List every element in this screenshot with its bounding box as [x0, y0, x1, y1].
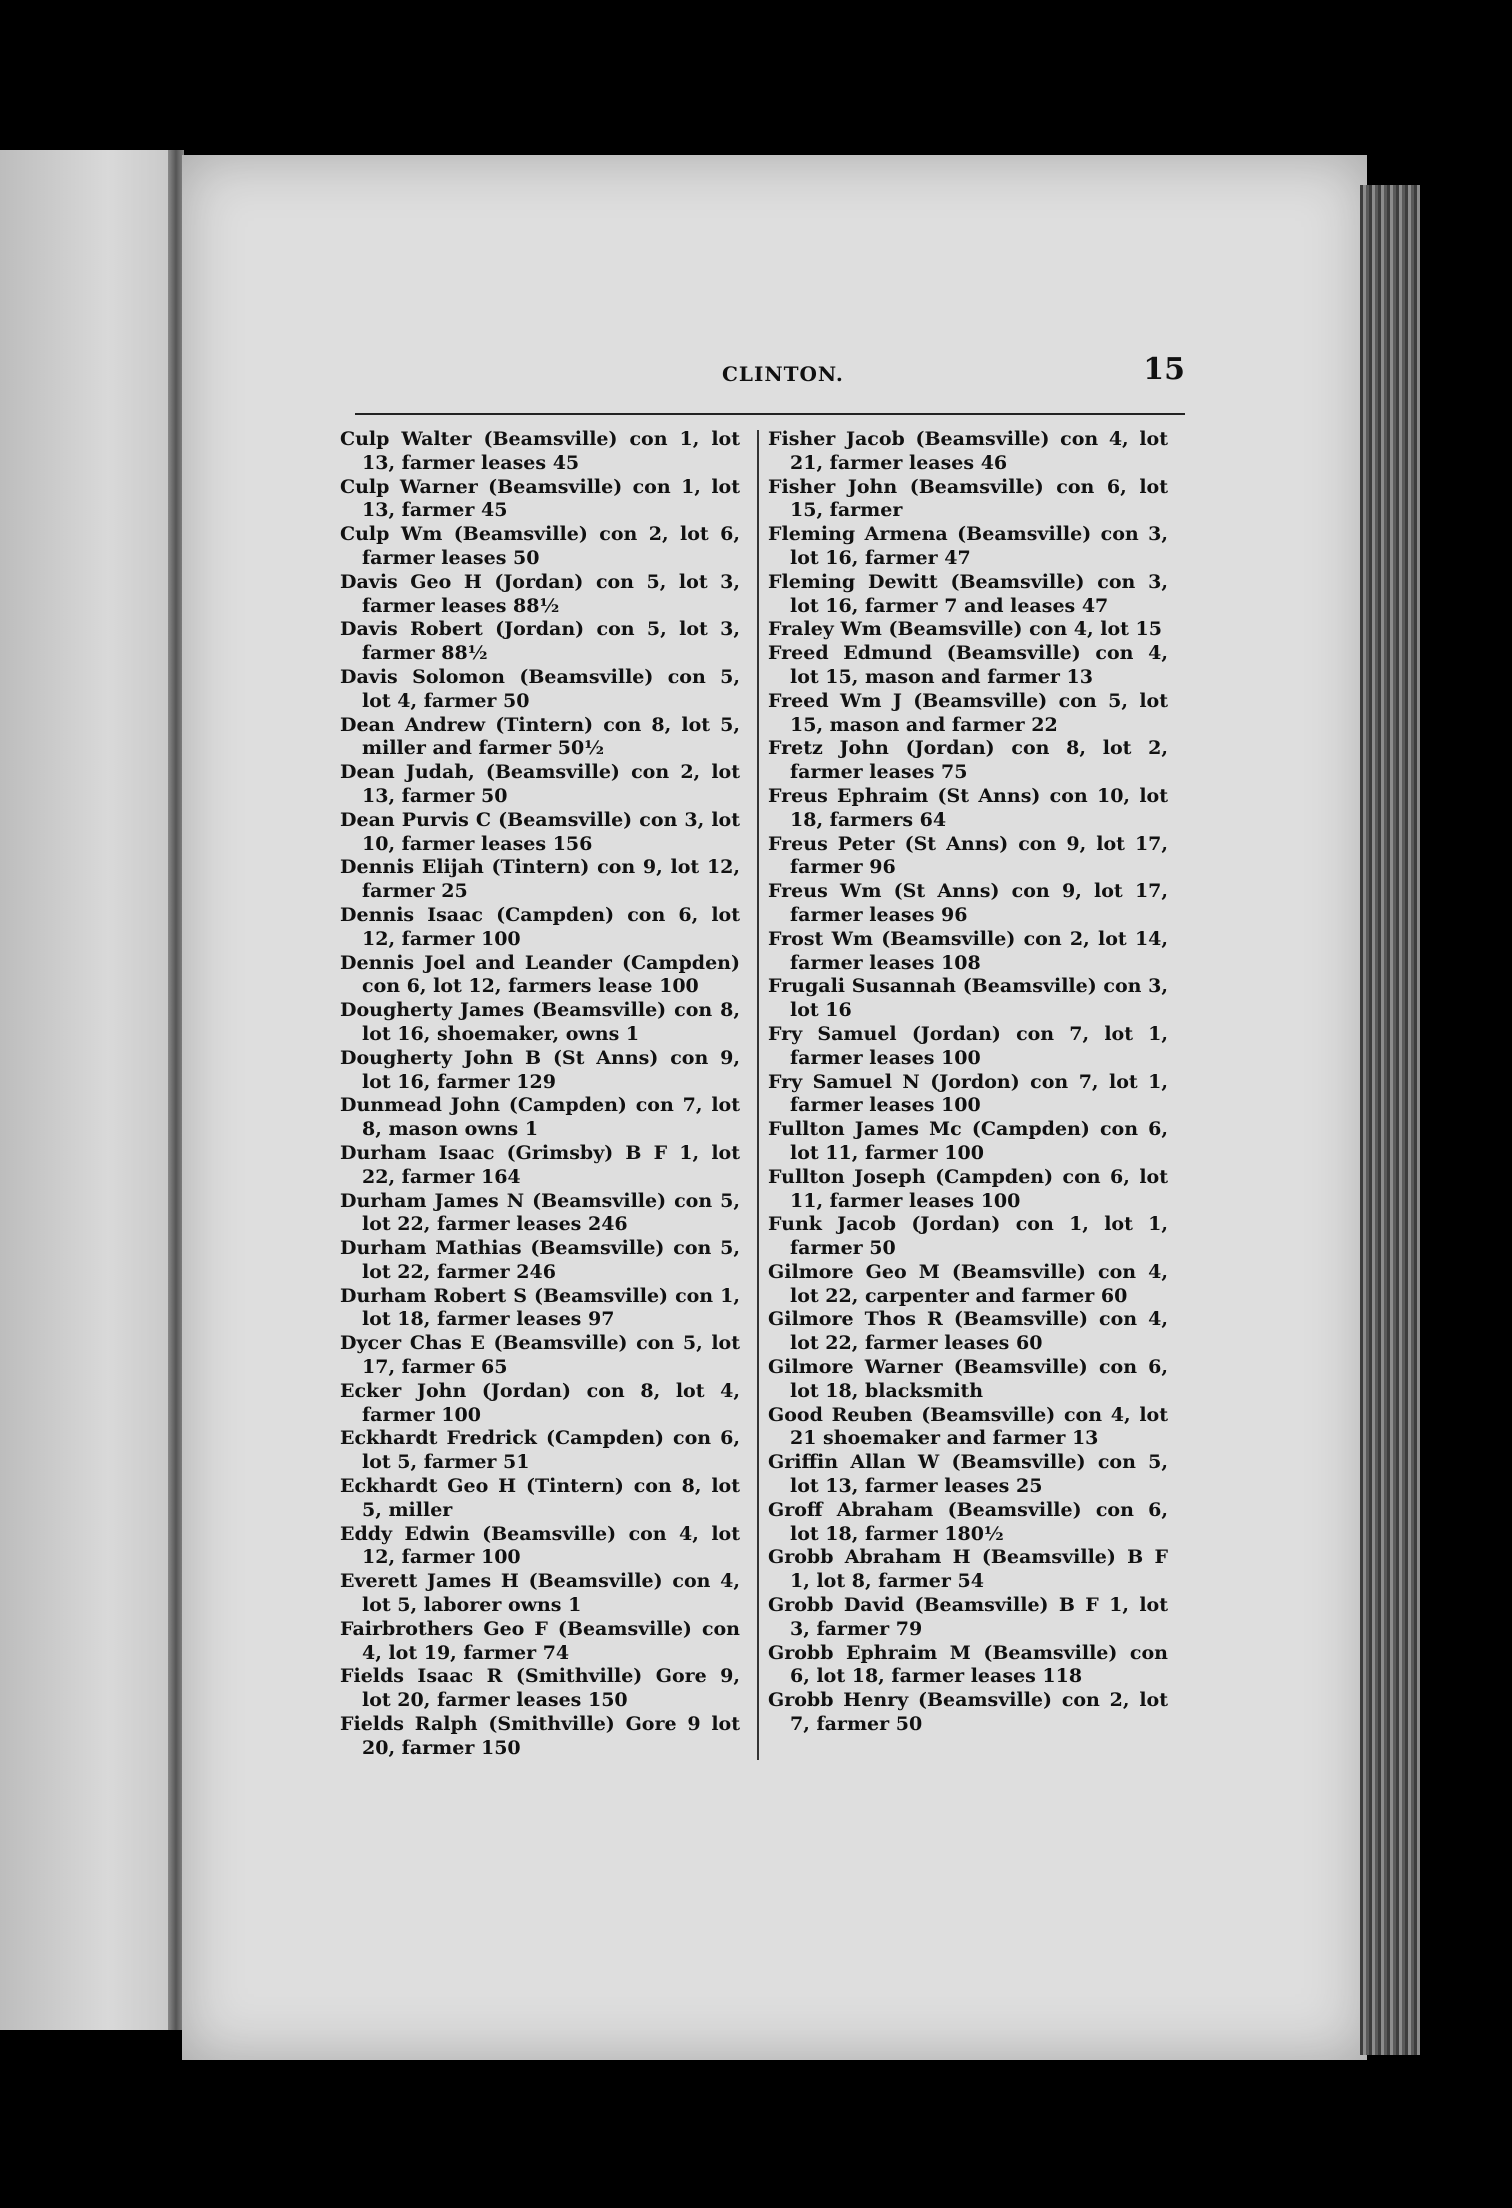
- directory-entry: Fry Samuel N (Jordon) con 7, lot 1, farmer leases 100: [768, 1070, 1168, 1117]
- directory-entry: Freus Peter (St Anns) con 9, lot 17, farmer 96: [768, 832, 1168, 879]
- left-column: [340, 428, 740, 1761]
- directory-entry: Davis Robert (Jordan) con 5, lot 3, farmer 88½: [340, 618, 740, 665]
- directory-entry: Dennis Joel and Leander (Campden) con 6, lot 12, farmers lease 100: [340, 951, 740, 998]
- directory-entry: Dougherty James (Beamsville) con 8, lot 16, shoemaker, owns 1: [340, 999, 740, 1045]
- directory-entry: Fisher John (Beamsville) con 6, lot 15, farmer: [768, 475, 1168, 522]
- directory-entry: Dycer Chas E (Beamsville) con 5, lot 17, farmer 65: [340, 1332, 740, 1379]
- directory-entry: Griffin Allan W (Beamsville) con 5, lot 13, farmer leases 25: [768, 1451, 1168, 1498]
- directory-entry: Everett James H (Beamsville) con 4, lot 5, laborer owns 1: [340, 1570, 740, 1617]
- page-number: 15: [1143, 352, 1185, 387]
- running-head: CLINTON.: [722, 362, 844, 386]
- directory-entry: Gilmore Geo M (Beamsville) con 4, lot 22, carpenter and farmer 60: [768, 1260, 1168, 1307]
- directory-entry: Durham Mathias (Beamsville) con 5, lot 22, farmer 246: [340, 1237, 740, 1283]
- directory-entry: Dean Purvis C (Beamsville) con 3, lot 10, farmer leases 156: [340, 808, 740, 855]
- directory-entry: Fleming Armena (Beamsville) con 3, lot 16, farmer 47: [768, 523, 1168, 569]
- header-rule: [355, 413, 1185, 415]
- directory-entry: Funk Jacob (Jordan) con 1, lot 1, farmer 50: [768, 1213, 1168, 1260]
- directory-entry: Fisher Jacob (Beamsville) con 4, lot 21, farmer leases 46: [768, 428, 1168, 474]
- page-edges: [1360, 185, 1420, 2055]
- directory-entry: Grobb Ephraim M (Beamsville) con 6, lot 18, farmer leases 118: [768, 1641, 1168, 1688]
- directory-entry: Dougherty John B (St Anns) con 9, lot 16, farmer 129: [340, 1046, 740, 1093]
- directory-entry: Grobb Abraham H (Beamsville) B F 1, lot 8, farmer 54: [768, 1546, 1168, 1593]
- directory-entry: Eddy Edwin (Beamsville) con 4, lot 12, farmer 100: [340, 1522, 740, 1569]
- directory-entry: Dennis Elijah (Tintern) con 9, lot 12, farmer 25: [340, 856, 740, 903]
- directory-entry: Ecker John (Jordan) con 8, lot 4, farmer 100: [340, 1379, 740, 1426]
- directory-entry: Durham Robert S (Beamsville) con 1, lot 18, farmer leases 97: [340, 1284, 740, 1331]
- directory-entry: Eckhardt Geo H (Tintern) con 8, lot 5, miller: [340, 1475, 740, 1521]
- directory-entry: Freed Wm J (Beamsville) con 5, lot 15, mason and farmer 22: [768, 689, 1168, 736]
- directory-entry: Frugali Susannah (Beamsville) con 3, lot 16: [768, 975, 1168, 1022]
- directory-entry: Freus Ephraim (St Anns) con 10, lot 18, farmers 64: [768, 784, 1168, 831]
- right-column: [768, 428, 1168, 1737]
- page-header: [355, 352, 1185, 412]
- directory-entry: Good Reuben (Beamsville) con 4, lot 21 shoemaker and farmer 13: [768, 1403, 1168, 1450]
- directory-entry: Fields Isaac R (Smithville) Gore 9, lot 20, farmer leases 150: [340, 1665, 740, 1712]
- directory-entry: Durham Isaac (Grimsby) B F 1, lot 22, farmer 164: [340, 1141, 740, 1188]
- directory-entry: Gilmore Warner (Beamsville) con 6, lot 18, blacksmith: [768, 1356, 1168, 1402]
- directory-entry: Dean Judah, (Beamsville) con 2, lot 13, farmer 50: [340, 761, 740, 807]
- directory-entry: Fleming Dewitt (Beamsville) con 3, lot 16, farmer 7 and leases 47: [768, 570, 1168, 617]
- directory-entry: Freus Wm (St Anns) con 9, lot 17, farmer leases 96: [768, 880, 1168, 926]
- directory-entry: Davis Geo H (Jordan) con 5, lot 3, farmer leases 88½: [340, 570, 740, 617]
- directory-entry: Culp Warner (Beamsville) con 1, lot 13, farmer 45: [340, 475, 740, 522]
- directory-entry: Freed Edmund (Beamsville) con 4, lot 15, mason and farmer 13: [768, 642, 1168, 688]
- directory-entry: Culp Wm (Beamsville) con 2, lot 6, farmer leases 50: [340, 523, 740, 569]
- directory-entry: Fry Samuel (Jordan) con 7, lot 1, farmer leases 100: [768, 1022, 1168, 1069]
- directory-entry: Frost Wm (Beamsville) con 2, lot 14, farmer leases 108: [768, 927, 1168, 974]
- directory-entry: Grobb Henry (Beamsville) con 2, lot 7, farmer 50: [768, 1689, 1168, 1736]
- directory-entry: Davis Solomon (Beamsville) con 5, lot 4, farmer 50: [340, 665, 740, 712]
- directory-entry: Fullton James Mc (Campden) con 6, lot 11, farmer 100: [768, 1118, 1168, 1164]
- left-page-fragment: [0, 150, 180, 2030]
- directory-entry: Dunmead John (Campden) con 7, lot 8, mason owns 1: [340, 1094, 740, 1141]
- directory-entry: Fretz John (Jordan) con 8, lot 2, farmer leases 75: [768, 737, 1168, 784]
- directory-entry: Eckhardt Fredrick (Campden) con 6, lot 5, farmer 51: [340, 1427, 740, 1474]
- directory-entry: Durham James N (Beamsville) con 5, lot 22, farmer leases 246: [340, 1189, 740, 1236]
- directory-entry: Groff Abraham (Beamsville) con 6, lot 18, farmer 180½: [768, 1498, 1168, 1545]
- directory-entry: Fraley Wm (Beamsville) con 4, lot 15: [768, 618, 1162, 641]
- directory-entry: Culp Walter (Beamsville) con 1, lot 13, farmer leases 45: [340, 428, 740, 474]
- directory-entry: Fullton Joseph (Campden) con 6, lot 11, farmer leases 100: [768, 1165, 1168, 1212]
- directory-entry: Dennis Isaac (Campden) con 6, lot 12, farmer 100: [340, 903, 740, 950]
- directory-entry: Dean Andrew (Tintern) con 8, lot 5, miller and farmer 50½: [340, 713, 740, 760]
- directory-entry: Fairbrothers Geo F (Beamsville) con 4, lot 19, farmer 74: [340, 1617, 740, 1664]
- column-divider: [757, 430, 759, 1760]
- directory-entry: Fields Ralph (Smithville) Gore 9 lot 20, farmer 150: [340, 1713, 740, 1759]
- directory-entry: Gilmore Thos R (Beamsville) con 4, lot 22, farmer leases 60: [768, 1308, 1168, 1355]
- directory-entry: Grobb David (Beamsville) B F 1, lot 3, farmer 79: [768, 1594, 1168, 1640]
